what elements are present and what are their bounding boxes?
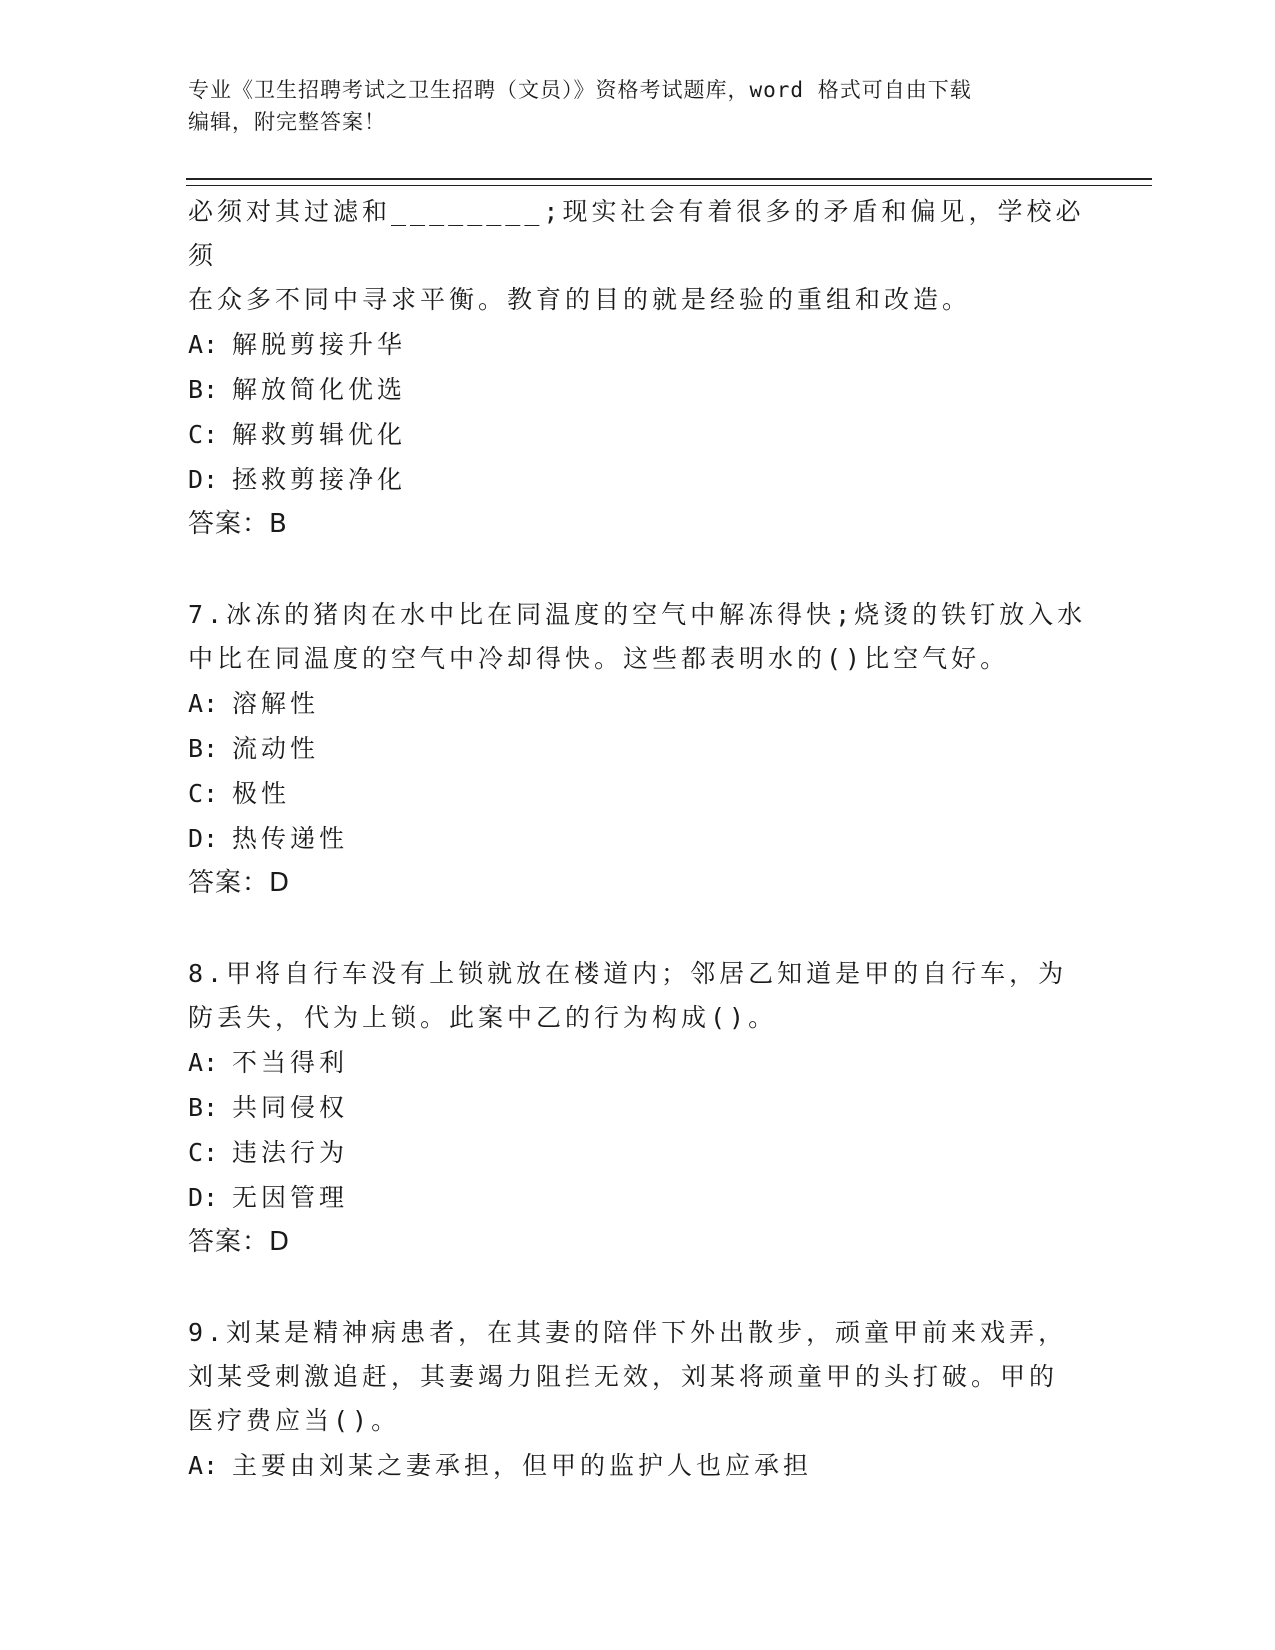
question-stem-line: 8.甲将自行车没有上锁就放在楼道内；邻居乙知道是甲的自行车，为: [188, 959, 1068, 988]
option-text: 无因管理: [232, 1183, 349, 1212]
option-label: D:: [188, 824, 219, 853]
option-label: C:: [188, 420, 219, 449]
document-header: [188, 74, 1088, 138]
answer-line: 答案：D: [188, 868, 291, 898]
question-item: [188, 190, 1088, 547]
option-a: [188, 322, 1088, 367]
option-a: [188, 681, 1088, 726]
option-b: [188, 726, 1088, 771]
option-label: A:: [188, 330, 219, 359]
option-text: 不当得利: [232, 1048, 349, 1077]
question-stem-line: 防丢失，代为上锁。此案中乙的行为构成()。: [188, 1003, 778, 1032]
option-a: [188, 1443, 1088, 1488]
question-stem-line: 刘某受刺激追赶，其妻竭力阻拦无效，刘某将顽童甲的头打破。甲的: [188, 1362, 1059, 1391]
option-label: A:: [188, 1048, 219, 1077]
option-text: 极性: [232, 779, 291, 808]
option-label: C:: [188, 1138, 219, 1167]
option-c: [188, 412, 1088, 457]
option-text: 流动性: [232, 734, 320, 763]
option-label: B:: [188, 734, 219, 763]
question-stem-line: 必须对其过滤和________;现实社会有着很多的矛盾和偏见，学校必须: [188, 197, 1085, 270]
option-label: D:: [188, 1183, 219, 1212]
option-text: 溶解性: [232, 689, 320, 718]
option-text: 解放简化优选: [232, 375, 407, 404]
option-text: 共同侵权: [232, 1093, 349, 1122]
option-label: B:: [188, 375, 219, 404]
question-item: [188, 593, 1088, 906]
option-d: [188, 457, 1088, 502]
question-item: [188, 1311, 1088, 1488]
header-line-2: 编辑，附完整答案！: [188, 110, 386, 134]
header-line-1: 专业《卫生招聘考试之卫生招聘（文员）》资格考试题库，word 格式可自由下载: [188, 78, 972, 102]
option-label: A:: [188, 689, 219, 718]
option-text: 拯救剪接净化: [232, 465, 407, 494]
header-divider: [186, 178, 1152, 186]
question-stem-line: 9.刘某是精神病患者，在其妻的陪伴下外出散步，顽童甲前来戏弄，: [188, 1318, 1068, 1347]
option-text: 主要由刘某之妻承担，但甲的监护人也应承担: [232, 1451, 813, 1480]
option-text: 违法行为: [232, 1138, 349, 1167]
option-b: [188, 367, 1088, 412]
option-c: [188, 771, 1088, 816]
answer-line: 答案：B: [188, 509, 288, 539]
option-label: D:: [188, 465, 219, 494]
question-stem-line: 医疗费应当()。: [188, 1406, 401, 1435]
option-text: 解脱剪接升华: [232, 330, 407, 359]
question-stem-line: 7.冰冻的猪肉在水中比在同温度的空气中解冻得快;烧烫的铁钉放入水: [188, 600, 1087, 629]
option-d: [188, 1175, 1088, 1220]
option-label: C:: [188, 779, 219, 808]
option-a: [188, 1040, 1088, 1085]
question-stem-line: 在众多不同中寻求平衡。教育的目的就是经验的重组和改造。: [188, 285, 972, 314]
option-text: 热传递性: [232, 824, 349, 853]
option-c: [188, 1130, 1088, 1175]
option-text: 解救剪辑优化: [232, 420, 407, 449]
option-label: A:: [188, 1451, 219, 1480]
question-list: [188, 190, 1088, 1488]
question-item: [188, 952, 1088, 1265]
question-stem-line: 中比在同温度的空气中冷却得快。这些都表明水的()比空气好。: [188, 644, 1010, 673]
option-d: [188, 816, 1088, 861]
option-label: B:: [188, 1093, 219, 1122]
option-b: [188, 1085, 1088, 1130]
answer-line: 答案：D: [188, 1227, 291, 1257]
